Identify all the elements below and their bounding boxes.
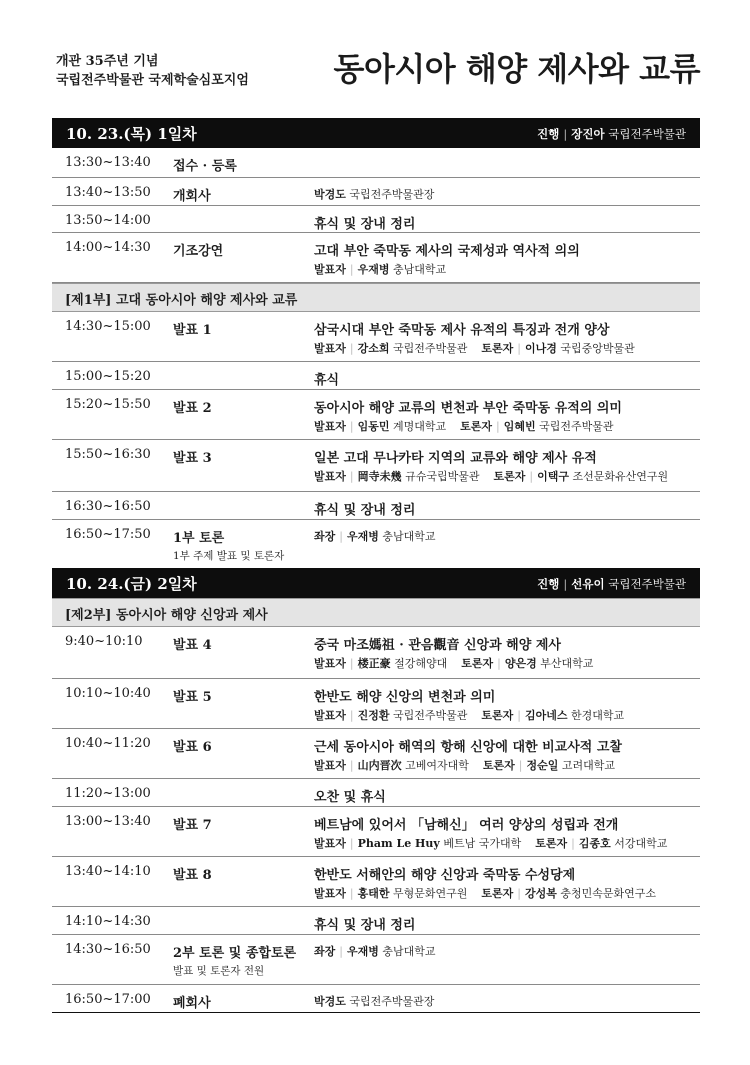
row-persons: 발표자 | 홍태한 무형문화연구원 토론자 | 강성복 충청민속문화연구소 [314, 887, 657, 900]
person-name: 강소희 [357, 342, 390, 355]
person-aff: 한경대학교 [571, 709, 625, 722]
person-aff: 부산대학교 [540, 657, 594, 670]
person-role: 토론자 [493, 470, 526, 483]
row-time: 13:30~13:40 [65, 155, 151, 170]
person-name: 강성복 [525, 887, 557, 900]
person-aff: 국립중앙박물관 [560, 342, 635, 355]
person-role: 토론자 [460, 420, 493, 433]
person-aff: 충남대학교 [382, 530, 436, 543]
moderator-name: 장진아 [571, 127, 605, 141]
row-time: 13:00~13:40 [65, 814, 151, 829]
row-title: 휴식 및 장내 정리 [314, 918, 416, 933]
row-time: 9:40~10:10 [65, 634, 143, 649]
row-label: 발표 8 [173, 868, 212, 883]
row-label: 접수 · 등록 [173, 159, 237, 174]
person-role: 토론자 [481, 887, 514, 900]
row-label: 개회사 [173, 189, 211, 204]
row-persons: 발표자 | 岡寺未幾 규슈국립박물관 토론자 | 이택구 조선문화유산연구원 [314, 470, 669, 483]
person-name: 이택구 [537, 470, 569, 483]
moderator-aff: 국립전주박물관 [608, 127, 686, 141]
row-time: 15:00~15:20 [65, 369, 151, 384]
day-label: 10. 24.(금) 2일차 [66, 575, 197, 593]
person-role: 발표자 [314, 420, 346, 433]
person-name: 楼正豪 [357, 657, 391, 670]
person-role: 토론자 [481, 709, 514, 722]
session-label: [제2부] 동아시아 해양 신앙과 제사 [65, 608, 268, 623]
moderator-role: 진행 [537, 127, 560, 141]
person-name: 진정환 [357, 709, 390, 722]
row-label-note: 1부 주제 발표 및 토론자 [173, 550, 285, 562]
row-time: 15:50~16:30 [65, 447, 151, 462]
header [56, 0, 700, 118]
row-label-note: 발표 및 토론자 전원 [173, 965, 265, 977]
person-name: 홍태한 [357, 887, 390, 900]
schedule-row [52, 857, 700, 907]
day-label: 10. 23.(목) 1일차 [66, 125, 197, 143]
schedule-row [52, 985, 700, 1013]
moderator-aff: 국립전주박물관 [608, 577, 686, 591]
person-name: 정순일 [526, 759, 559, 772]
row-time: 14:10~14:30 [65, 914, 151, 929]
person-aff: 국립전주박물관장 [349, 188, 435, 201]
schedule-row [52, 779, 700, 807]
person-name: 우재병 [357, 263, 390, 276]
row-time: 14:00~14:30 [65, 240, 151, 255]
person-name: 우재병 [346, 945, 379, 958]
row-person [314, 993, 434, 1009]
person-name: 岡寺未幾 [357, 470, 402, 483]
row-time: 13:40~13:50 [65, 185, 151, 200]
subtitle-line1: 개관 35주년 기념 [56, 54, 159, 69]
row-title: 베트남에 있어서 「남해신」 여러 양상의 성립과 전개 [314, 818, 619, 833]
schedule-row [52, 312, 700, 362]
person-aff: 충청민속문화연구소 [560, 887, 657, 900]
schedule-row [52, 440, 700, 492]
row-time: 13:50~14:00 [65, 213, 151, 228]
subtitle-line2: 국립전주박물관 국제학술심포지엄 [56, 73, 249, 88]
person-role: 발표자 [314, 709, 346, 722]
row-time: 14:30~15:00 [65, 319, 151, 334]
row-persons: 발표자 | 임동민 계명대학교 토론자 | 임혜빈 국립전주박물관 [314, 420, 614, 433]
person-role: 토론자 [535, 837, 568, 850]
moderator: 진행 | 장진아 국립전주박물관 [537, 127, 686, 141]
row-title: 한반도 해양 신앙의 변천과 의미 [314, 690, 496, 705]
row-persons: 발표자 | 진정환 국립전주박물관 토론자 | 김아네스 한경대학교 [314, 709, 625, 722]
person-role: 발표자 [314, 657, 346, 670]
person-aff: 절강해양대 [394, 657, 448, 670]
person-name: 임혜빈 [503, 420, 536, 433]
schedule-row [52, 233, 700, 283]
row-label: 발표 3 [173, 451, 212, 466]
person-aff: 규슈국립박물관 [405, 470, 480, 483]
person-aff: 국립전주박물관 [393, 342, 468, 355]
row-title: 고대 부안 죽막동 제사의 국제성과 역사적 의의 [314, 244, 580, 259]
person-aff: 서강대학교 [614, 837, 668, 850]
person-aff: 국립전주박물관 [539, 420, 614, 433]
row-persons: 발표자 | 강소희 국립전주박물관 토론자 | 이나경 국립중앙박물관 [314, 342, 635, 355]
row-persons: 발표자 | 山内晋次 고베여자대학 토론자 | 정순일 고려대학교 [314, 759, 616, 772]
schedule-row [52, 520, 700, 568]
person-aff: 베트남 국가대학 [443, 837, 522, 850]
row-label: 발표 7 [173, 818, 212, 833]
row-title: 휴식 및 장내 정리 [314, 217, 416, 232]
row-person [314, 186, 434, 202]
session-header-2 [52, 598, 700, 627]
person-aff: 충남대학교 [393, 263, 447, 276]
row-label: 발표 4 [173, 638, 212, 653]
row-time: 14:30~16:50 [65, 942, 151, 957]
person-name: 박경도 [314, 995, 346, 1008]
row-title: 휴식 [314, 373, 340, 388]
person-name: Pham Le Huy [357, 837, 440, 850]
person-aff: 국립전주박물관장 [349, 995, 435, 1008]
row-persons: 좌장 | 우재병 충남대학교 [314, 945, 436, 958]
row-title: 중국 마조媽祖 · 관음觀音 신앙과 해양 제사 [314, 638, 561, 653]
person-role: 토론자 [482, 759, 515, 772]
person-aff: 무형문화연구원 [393, 887, 468, 900]
row-time: 16:50~17:50 [65, 527, 151, 542]
person-role: 발표자 [314, 759, 346, 772]
row-label: 발표 6 [173, 740, 212, 755]
person-name: 임동민 [357, 420, 390, 433]
row-label: 발표 5 [173, 690, 212, 705]
row-persons: 발표자 | 楼正豪 절강해양대 토론자 | 양은경 부산대학교 [314, 657, 594, 670]
day-bar-2 [52, 568, 700, 598]
row-title: 휴식 및 장내 정리 [314, 503, 416, 518]
schedule-row [52, 807, 700, 857]
person-role: 발표자 [314, 837, 346, 850]
moderator-name: 선유이 [571, 577, 605, 591]
row-title: 오찬 및 휴식 [314, 790, 386, 805]
day-bar-1 [52, 118, 700, 148]
row-label: 기조강연 [173, 244, 224, 259]
row-time: 15:20~15:50 [65, 397, 151, 412]
person-role: 발표자 [314, 470, 346, 483]
row-persons: 좌장 | 우재병 충남대학교 [314, 530, 436, 543]
row-time: 16:50~17:00 [65, 992, 151, 1007]
person-name: 우재병 [346, 530, 379, 543]
person-aff: 계명대학교 [393, 420, 447, 433]
row-label: 폐회사 [173, 996, 211, 1011]
schedule-row [52, 178, 700, 206]
person-aff: 국립전주박물관 [393, 709, 468, 722]
schedule-row [52, 148, 700, 178]
person-role: 좌장 [314, 530, 336, 543]
row-persons: 발표자 | 우재병 충남대학교 [314, 263, 447, 276]
schedule-row [52, 729, 700, 779]
person-role: 발표자 [314, 342, 346, 355]
person-aff: 고베여자대학 [405, 759, 469, 772]
schedule-row [52, 390, 700, 440]
schedule-row [52, 907, 700, 935]
row-title: 일본 고대 무나카타 지역의 교류와 해양 제사 유적 [314, 451, 597, 466]
row-time: 13:40~14:10 [65, 864, 151, 879]
row-label: 발표 1 [173, 323, 212, 338]
row-title: 삼국시대 부안 죽막동 제사 유적의 특징과 전개 양상 [314, 323, 610, 338]
person-aff: 충남대학교 [382, 945, 436, 958]
session-header-1 [52, 283, 700, 312]
page-title: 동아시아 해양 제사와 교류 [333, 50, 700, 88]
person-name: 이나경 [525, 342, 557, 355]
person-name: 박경도 [314, 188, 346, 201]
row-time: 10:10~10:40 [65, 686, 151, 701]
row-label: 1부 토론 [173, 531, 225, 546]
moderator: 진행 | 선유이 국립전주박물관 [537, 577, 686, 591]
person-name: 山内晋次 [357, 759, 402, 772]
person-role: 토론자 [461, 657, 494, 670]
schedule-row [52, 935, 700, 985]
person-name: 양은경 [504, 657, 537, 670]
person-role: 토론자 [481, 342, 514, 355]
row-label: 2부 토론 및 종합토론 [173, 946, 297, 961]
session-label: [제1부] 고대 동아시아 해양 제사와 교류 [65, 293, 298, 308]
person-role: 발표자 [314, 263, 346, 276]
row-title: 동아시아 해양 교류의 변천과 부안 죽막동 유적의 의미 [314, 401, 622, 416]
person-name: 김아네스 [525, 709, 568, 722]
row-title: 한반도 서해안의 해양 신앙과 죽막동 수성당제 [314, 868, 576, 883]
row-label: 발표 2 [173, 401, 212, 416]
person-aff: 고려대학교 [561, 759, 616, 772]
row-time: 11:20~13:00 [65, 786, 151, 801]
row-title: 근세 동아시아 해역의 항해 신앙에 대한 비교사적 고찰 [314, 740, 622, 755]
person-role: 좌장 [314, 945, 336, 958]
schedule-row [52, 206, 700, 233]
schedule-row [52, 492, 700, 520]
moderator-role: 진행 [537, 577, 560, 591]
row-time: 10:40~11:20 [65, 736, 151, 751]
schedule-row [52, 679, 700, 729]
person-name: 김종호 [578, 837, 611, 850]
schedule-row [52, 362, 700, 390]
person-aff: 조선문화유산연구원 [572, 470, 669, 483]
row-persons: 발표자 | Pham Le Huy 베트남 국가대학 토론자 | 김종호 서강대학교 [314, 837, 668, 850]
row-time: 16:30~16:50 [65, 499, 151, 514]
schedule-row [52, 627, 700, 679]
person-role: 발표자 [314, 887, 346, 900]
